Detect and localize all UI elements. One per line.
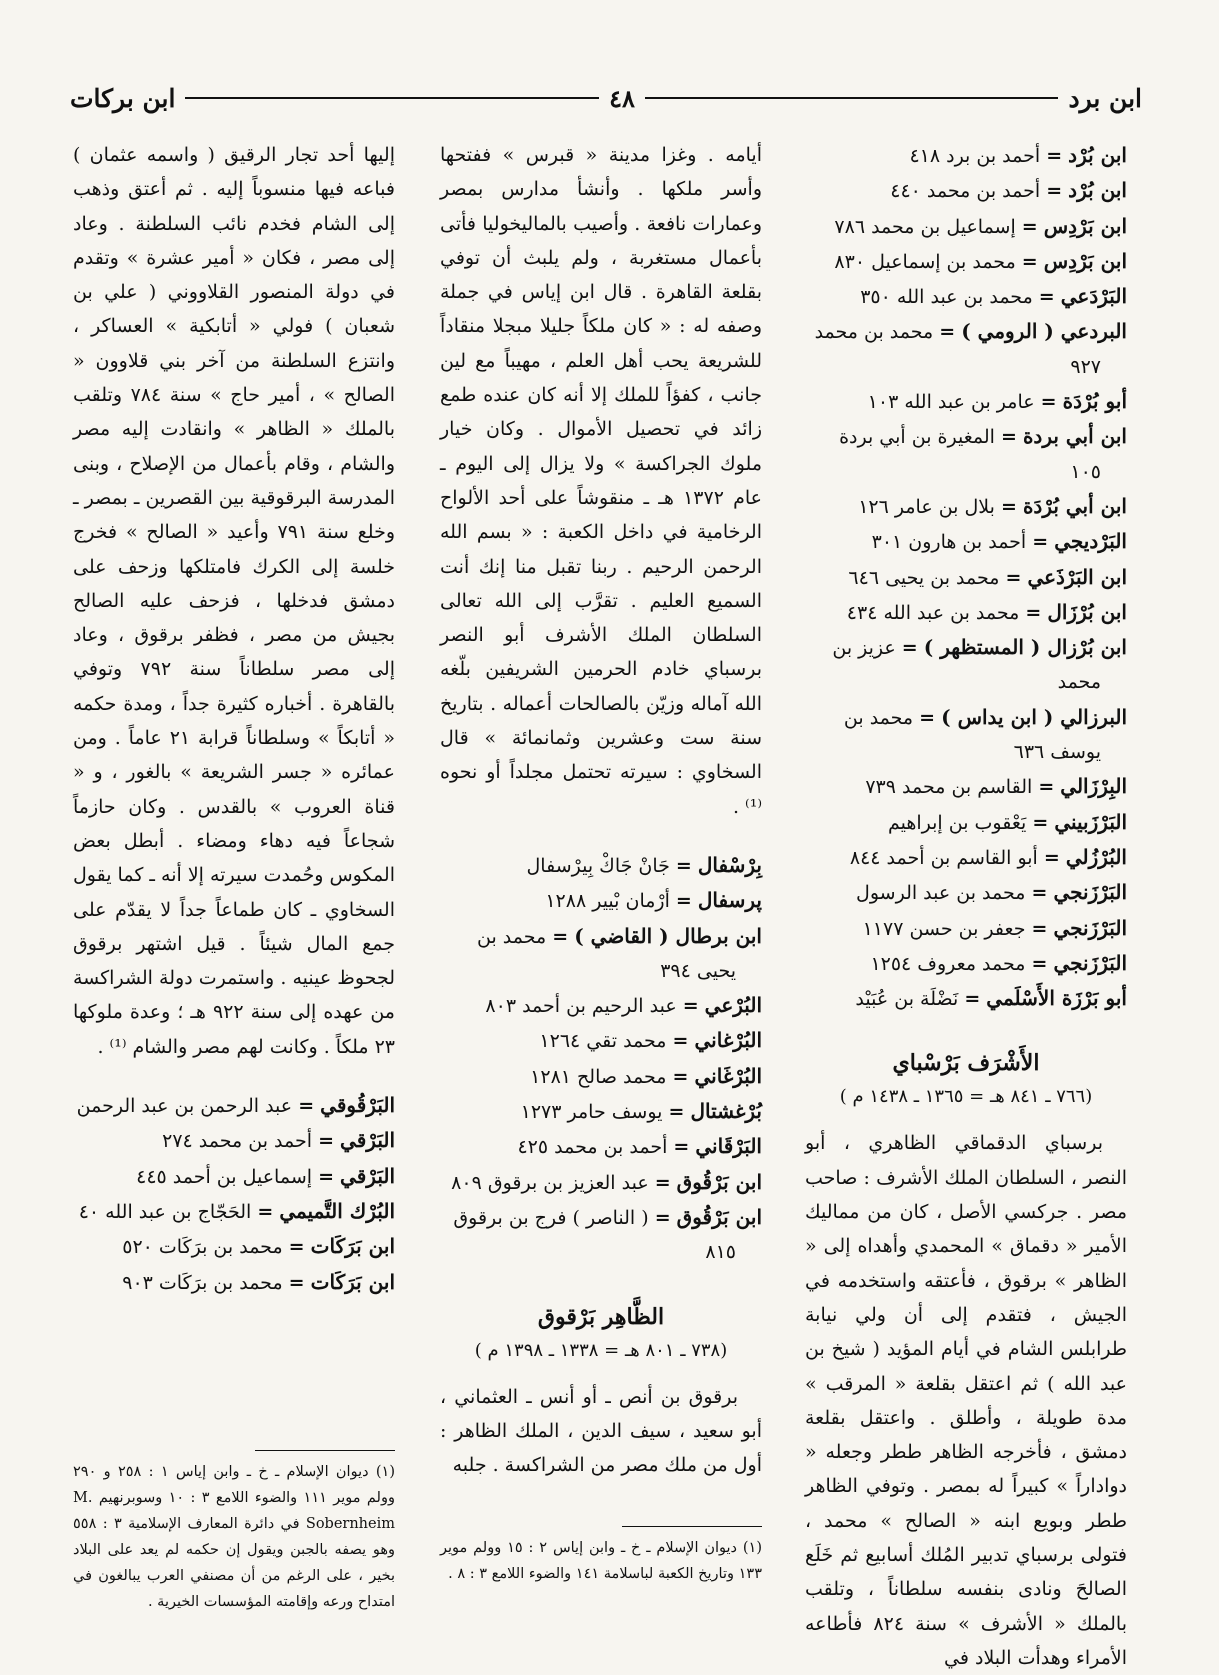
entry-text: أحمد بن هارون ٣٠١ [871, 531, 1027, 554]
list-item: البَرْزَنجي = جعفر بن حسن ١١٧٧ [862, 915, 1127, 940]
entry-head: ابن بَرْدِس [1043, 248, 1127, 273]
entry-head: ابن بُرْد [1068, 143, 1127, 167]
list-item: البَرْقُوقي = عبد الرحمن بن عبد الرحمن [76, 1093, 395, 1118]
entry-text: محمد بن برَكَات ٩٠٣ [122, 1271, 283, 1294]
entry-text: عزيز بن محمد [832, 637, 1101, 694]
entry-text: محمد بن إسماعيل ٨٣٠ [834, 250, 1016, 273]
entry-text: محمد بن محمد ٩٢٧ [814, 321, 1101, 378]
entry-head: بُرْغشتال [690, 1099, 762, 1124]
list-item: بِرْسْفال = جَانْ جَاكْ بِيرْسفال [526, 852, 762, 877]
entry-text: أحمد بن محمد ٤٢٥ [517, 1136, 668, 1159]
running-head-left: ابن بركات [69, 83, 176, 113]
entry-list [805, 138, 1127, 1016]
list-item: البَرْقي = إسماعيل بن أحمد ٤٤٥ [136, 1163, 395, 1188]
entry-text: عبد الرحمن بن عبد الرحمن [76, 1095, 293, 1118]
column-left [73, 138, 395, 1608]
entry-text: جَانْ جَاكْ بِيرْسفال [526, 854, 670, 877]
biography-text: إليها أحد تجار الرقيق ( واسمه عثمان ) فباعه فيها منسوباً إليه . ثم أعتق وذهب إلى الشام فخدم نائب السلطنة . وعاد إلى مصر ، فكان « أمير عشرة » وتقدم في دولة المنصور القلاووني ( علي بن شعبان ) فولي « أتابكية » العساكر ، وانتزع السلطنة من آخر بني قلاوون « الصالح » ، أمير حاج » سنة ٧٨٤ وتلقب بالملك « الظاهر » وانقادت إليه مصر والشام ، وقام بأعمال من الإصلاح ، وبنى المدرسة البرقوقية بين القصرين ـ بمصر ـ وخلع سنة ٧٩١ وأعيد « الصالح » فخرج خلسة إلى الكرك فامتلكها وزحف على دمشق فدخلها ، فزحف عليه الصالح بجيش من مصر ، فظفر برقوق ، وعاد إلى مصر سلطاناً سنة ٧٩٢ وتوفي بالقاهرة . أخباره كثيرة جداً ، ومدة حكمه « أتابكاً » وسلطاناً قرابة ٢١ عاماً . ومن عمائره « جسر الشريعة » بالغور ، و « قناة العروب » بالقدس . وكان حازماً شجاعاً فيه دهاء ومضاء . أبطل بعض المكوس وحُمدت سيرته إلا أنه ـ كما يقول السخاوي ـ كان طماعاً جداً لا يقدّم على جمع المال شيئاً . قيل اشتهر برقوق لجحوظ عينيه . واستمرت دولة الشراكسة من عهده إلى سنة ٩٢٢ هـ ؛ وعدة ملوكها ٢٣ ملكاً . وكانت لهم مصر والشام ⁽¹⁾ . [73, 144, 396, 1058]
list-item: البُرْغَاني = محمد صالح ١٢٨١ [530, 1063, 762, 1088]
entry-text: يَعْقوب بن إبراهيم [887, 811, 1027, 834]
entry-text: أحمد بن برد ٤١٨ [909, 145, 1041, 167]
entry-text: يوسف حامر ١٢٧٣ [520, 1101, 663, 1124]
entry-head: البُرْغَاني [694, 1063, 762, 1088]
header-rule [645, 97, 1059, 99]
entry-text: بلال بن عامر ١٢٦ [858, 495, 995, 518]
entry-text: محمد بن يحيى ٦٤٦ [848, 566, 1000, 589]
entry-head: ابن البَرْذَعي [1027, 564, 1127, 589]
list-item: البَرْزَنجي = محمد معروف ١٢٥٤ [870, 950, 1127, 975]
entry-head: ابن بَرْقُوق [676, 1204, 762, 1229]
list-item: البِرْزَالي = القاسم بن محمد ٧٣٩ [865, 774, 1127, 799]
entry-head: البَرْزَنجي [1053, 950, 1127, 975]
entry-head: البِرْزَالي [1060, 774, 1127, 799]
biography-dates: (٧٦٦ ـ ٨٤١ هـ = ١٣٦٥ ـ ١٤٣٨ م ) [839, 1086, 1093, 1108]
list-item: ابن بُرْد = أحمد بن محمد ٤٤٠ [890, 178, 1127, 203]
page-number: ٤٨ [609, 83, 635, 113]
entry-text: أحمد بن محمد ٢٧٤ [162, 1130, 313, 1153]
column-right [805, 138, 1127, 1669]
entry-text: عبد العزيز بن برقوق ٨٠٩ [451, 1171, 649, 1194]
list-item: ابن بُرْزال ( المستظهر ) = عزيز بن محمد [832, 635, 1127, 694]
entry-head: ابن برطال ( القاضي ) [574, 923, 762, 948]
entry-text: الحَجّاج بن عبد الله ٤٠ [78, 1200, 252, 1223]
list-item: ابن بَرَكَات = محمد بن برَكَات ٥٢٠ [122, 1234, 395, 1259]
entry-list [73, 1088, 395, 1300]
entry-head: ابن بَرَكَات [310, 1269, 395, 1294]
footnote-rule [622, 1526, 762, 1527]
list-item: البُرْعي = عبد الرحيم بن أحمد ٨٠٣ [485, 993, 762, 1018]
list-item: ابن بَرْدِس = محمد بن إسماعيل ٨٣٠ [834, 248, 1127, 273]
entry-head: أبو بُرْدَة [1062, 389, 1127, 414]
entry-head: ابن بَرَكَات [310, 1234, 395, 1259]
list-item: ابن بَرْقُوق = ( الناصر ) فرج بن برقوق ٨١٥ [453, 1204, 762, 1264]
list-item: ابن بَرْدِس = إسماعيل بن محمد ٧٨٦ [834, 213, 1127, 238]
entry-list [440, 848, 762, 1270]
spacer [73, 1064, 395, 1088]
list-item: ابن بَرَكَات = محمد بن برَكَات ٩٠٣ [122, 1269, 395, 1294]
list-item: ابن أبي بردة = المغيرة بن أبي بردة ١٠٥ [839, 424, 1127, 483]
entry-text: محمد بن برَكَات ٥٢٠ [122, 1236, 283, 1259]
entry-head: البَرْدَعي [1060, 284, 1127, 309]
list-item: بُرْغشتال = يوسف حامر ١٢٧٣ [520, 1099, 762, 1124]
list-item: ابن بَرْقُوق = عبد العزيز بن برقوق ٨٠٩ [451, 1169, 762, 1194]
entry-head: ابن بَرْدِس [1043, 213, 1127, 238]
entry-text: محمد صالح ١٢٨١ [530, 1065, 667, 1088]
entry-head: البَرْزَبيني [1054, 809, 1127, 834]
running-head-right: ابن برد [1068, 83, 1142, 113]
list-item: البَرْقي = أحمد بن محمد ٢٧٤ [162, 1128, 395, 1153]
entry-text: أبو القاسم بن أحمد ٨٤٤ [849, 846, 1038, 869]
entry-text: محمد بن يحيى ٣٩٤ [476, 925, 736, 982]
entry-text: القاسم بن محمد ٧٣٩ [865, 776, 1033, 799]
list-item: البُرْك التَّميمي = الحَجّاج بن عبد الله ٤٠ [78, 1198, 395, 1223]
entry-head: البَرْزَنجي [1053, 880, 1127, 905]
page-header [70, 78, 1142, 118]
list-item: أبو بُرْدَة = عامر بن عبد الله ١٠٣ [867, 389, 1127, 414]
entry-text: أرْمان بْيير ١٢٨٨ [545, 890, 670, 913]
entry-head: ابن بُرْزَال [1047, 599, 1127, 624]
entry-text: المغيرة بن أبي بردة ١٠٥ [839, 426, 1101, 483]
entry-head: البَرْقي [340, 1128, 395, 1153]
entry-text: محمد بن عبد الرسول [856, 882, 1026, 905]
entry-text: محمد بن عبد الله ٤٣٤ [846, 601, 1020, 624]
entry-head: ابن أبي بُرْدَة [1022, 493, 1127, 518]
entry-head: البردعي ( الرومي ) [961, 319, 1127, 344]
header-rule [185, 97, 599, 99]
entry-head: ابن بَرْقُوق [676, 1169, 762, 1194]
entry-head: البَرْزَنجي [1053, 915, 1127, 940]
entry-head: البَرْقُوقي [320, 1093, 395, 1118]
entry-head: ابن بُرْد [1068, 178, 1127, 203]
list-item: البَرْزَنجي = محمد بن عبد الرسول [856, 880, 1127, 905]
spacer [440, 824, 762, 848]
footnote: (١) ديوان الإسلام ـ خ ـ وابن إياس ٢ : ١٥ وولم موير ١٣٣ وتاريخ الكعبة لباسلامة ١٤١ والضوء اللامع ٣ : ٨ . [440, 1540, 762, 1583]
list-item: البَرْزَبيني = يَعْقوب بن إبراهيم [887, 809, 1127, 834]
entry-head: البُرْك التَّميمي [279, 1198, 395, 1223]
list-item: ابن بُرْد = أحمد بن برد ٤١٨ [909, 143, 1127, 167]
entry-head: ابن أبي بردة [1022, 424, 1127, 449]
entry-head: البَرْقي [340, 1163, 395, 1188]
entry-head: البُرْعي [704, 993, 762, 1018]
list-item: البَرْقَاني = أحمد بن محمد ٤٢٥ [517, 1134, 762, 1159]
list-item: البردعي ( الرومي ) = محمد بن محمد ٩٢٧ [814, 319, 1127, 378]
entry-text: محمد تقي ١٢٦٤ [539, 1030, 667, 1053]
footnote-rule [255, 1450, 395, 1451]
footnote: (١) ديوان الإسلام ـ خ ـ وابن إياس ١ : ٢٥٨ و ٢٩٠ وولم موير ١١١ والضوء اللامع ٣ : ١٠ وسوبرنهيم M. Sobernheim في دائرة المعارف الإسلامية ٣ : ٥٥٨ وهو يصفه بالجبن ويقول إن حكمه لم يعد على البلاد بخير ، على الرغم من أن مصنفي العرب يبالغون في امتداح ورعه وإقامته المؤسسات الخيرية . [73, 1463, 395, 1610]
entry-head: پرسفال [697, 888, 762, 913]
entry-text: عامر بن عبد الله ١٠٣ [867, 391, 1035, 414]
list-item: البَرْدَعي = محمد بن عبد الله ٣٥٠ [860, 284, 1127, 309]
column-middle [440, 138, 762, 1608]
list-item: ابن البَرْذَعي = محمد بن يحيى ٦٤٦ [848, 564, 1127, 589]
biography-text: برسباي الدقماقي الظاهري ، أبو النصر ، السلطان الملك الأشرف : صاحب مصر . جركسي الأصل ، كان من مماليك الأمير « دقماق » المحمدي وأهداه إلى « الظاهر » برقوق ، فأعتقه واستخدمه في الجيش ، فتقدم إلى أن ولي نيابة طرابلس الشام في أيام المؤيد ( شيخ بن عبد الله ) ثم اعتقل بقلعة « المرقب » مدة طويلة ، وأطلق . واعتقل بقلعة دمشق ، فأخرجه الظاهر ططر وجعله « دواداراً » كبيراً له بمصر . وتوفي الظاهر ططر وبويع ابنه « الصالح » محمد ، فتولى برسباي تدبير المُلك أسابيع ثم خَلَع الصالحَ ونادى بنفسه سلطاناً ، وتلقب بالملك « الأشرف » سنة ٨٢٤ فأطاعه الأمراء وهدأت البلاد في [805, 1132, 1127, 1669]
entry-text: إسماعيل بن أحمد ٤٤٥ [136, 1165, 313, 1188]
entry-text: نَضْلَة بن عُبَيْد [855, 988, 959, 1011]
list-item: ابن بُرْزَال = محمد بن عبد الله ٤٣٤ [846, 599, 1127, 624]
entry-head: البُرْزُلي [1065, 844, 1127, 869]
entry-head: البَرْقَاني [695, 1134, 762, 1159]
entry-head: ابن بُرْزال ( المستظهر ) [923, 635, 1127, 660]
entry-text: جعفر بن حسن ١١٧٧ [862, 917, 1026, 940]
entry-head: بِرْسْفال [697, 852, 762, 877]
entry-text: إسماعيل بن محمد ٧٨٦ [834, 215, 1016, 238]
list-item: البرزالي ( ابن يداس ) = محمد بن يوسف ٦٣٦ [843, 704, 1127, 764]
biography-text: أيامه . وغزا مدينة « قبرس » ففتحها وأسر ملكها . وأنشأ مدارس بمصر وعمارات نافعة . وأصيب بالماليخوليا فأتى بأعمال مستغربة ، ولم يلبث أن توفي بقلعة القاهرة . قال ابن إياس في جملة وصفه له : « كان ملكاً جليلا مبجلا منقاداً للشريعة يحب أهل العلم ، مهيباً مع لين جانب ، كفؤاً للملك إلا أنه كان عنده طمع زائد في تحصيل الأموال . وكان خيار ملوك الجراكسة » ولا يزال إلى اليوم ـ عام ١٣٧٢ هـ ـ منقوشاً على أحد الألواح الرخامية في داخل الكعبة : « بسم الله الرحمن الرحيم . ربنا تقبل منا إنك أنت السميع العليم . تقرَّب إلى الله تعالى السلطان الملك الأشرف أبو النصر برسباي خادم الحرمين الشريفين بلّغه الله آماله وزيّن بالصالحات أعماله . بتاريخ سنة ست وعشرين وثمانمائة » قال السخاوي : سيرته تحتمل مجلداً أو نحوه ⁽¹⁾ . [440, 144, 762, 818]
entry-text: محمد معروف ١٢٥٤ [870, 952, 1026, 975]
list-item: پرسفال = أرْمان بْيير ١٢٨٨ [545, 888, 762, 913]
entry-text: محمد بن يوسف ٦٣٦ [843, 706, 1101, 764]
biography-text: برقوق بن أنص ـ أو أنس ـ العثماني ، أبو سعيد ، سيف الدين ، الملك الظاهر : أول من ملك مصر من الشراكسة . جلبه [440, 1385, 762, 1477]
entry-head: البرزالي ( ابن يداس ) [941, 704, 1127, 729]
list-item: أبو بَرْزَة الأَسْلَمي = نَضْلَة بن عُبَيْد [855, 986, 1127, 1011]
biography-title: الأَشْرَف بَرْسْباي [892, 1050, 1040, 1077]
entry-text: عبد الرحيم بن أحمد ٨٠٣ [485, 995, 677, 1018]
entry-head: البَرْديجي [1054, 529, 1127, 554]
list-item: ابن أبي بُرْدَة = بلال بن عامر ١٢٦ [858, 493, 1127, 518]
list-item: البُرْزُلي = أبو القاسم بن أحمد ٨٤٤ [849, 844, 1127, 869]
list-item: البَرْديجي = أحمد بن هارون ٣٠١ [871, 529, 1127, 554]
entry-text: محمد بن عبد الله ٣٥٠ [860, 286, 1033, 309]
entry-head: البُرْغاني [694, 1028, 762, 1053]
biography-title: الظَّاهِر بَرْقوق [537, 1303, 665, 1330]
entry-head: أبو بَرْزَة الأَسْلَمي [986, 986, 1127, 1011]
entry-text: أحمد بن محمد ٤٤٠ [890, 180, 1041, 203]
biography-dates: (٧٣٨ ـ ٨٠١ هـ = ١٣٣٨ ـ ١٣٩٨ م ) [474, 1339, 728, 1361]
list-item: ابن برطال ( القاضي ) = محمد بن يحيى ٣٩٤ [476, 923, 762, 982]
list-item: البُرْغاني = محمد تقي ١٢٦٤ [539, 1028, 762, 1053]
entry-text: ( الناصر ) فرج بن برقوق ٨١٥ [453, 1206, 736, 1264]
